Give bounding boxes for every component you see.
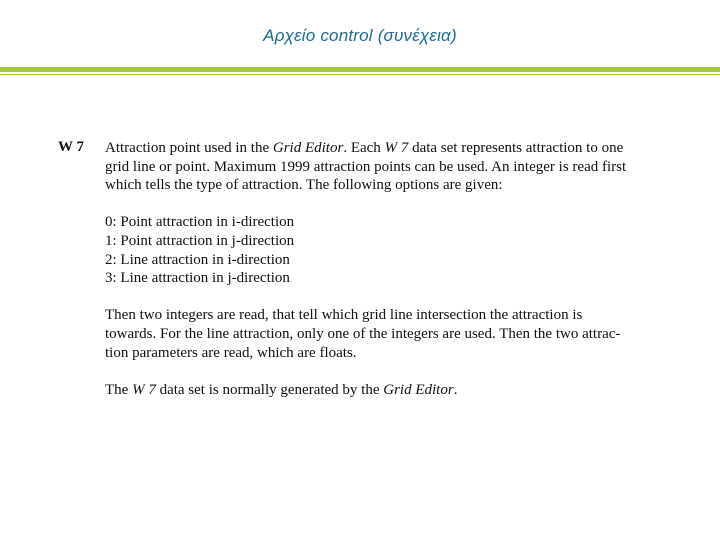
text-run: data set is normally generated by the	[155, 381, 384, 398]
entry-description	[105, 139, 665, 418]
emphasis-text: Grid Editor	[272, 140, 344, 156]
paragraph-line	[105, 139, 665, 158]
paragraph-line	[105, 381, 665, 400]
options-list	[105, 213, 665, 287]
parameters-paragraph	[105, 306, 665, 362]
description-paragraph	[105, 139, 665, 195]
option-item: 1: Point attraction in j-direction	[105, 232, 295, 249]
emphasis-text: W 7	[132, 381, 156, 398]
emphasis-text: Grid Editor	[383, 381, 454, 398]
entry-label: W 7	[58, 139, 84, 155]
option-item: 2: Line attraction in i-direction	[105, 251, 290, 268]
text-run: Attraction point used in the	[105, 140, 273, 156]
title-underline-thin	[0, 74, 720, 75]
slide-title: Αρχείο control (συνέχεια)	[263, 26, 457, 45]
option-item: 3: Line attraction in j-direction	[105, 270, 290, 287]
title-underline-thick	[0, 67, 720, 72]
option-item: 0: Point attraction in i-direction	[105, 214, 295, 231]
emphasis-text: W 7	[384, 140, 409, 156]
text-run: . Each	[343, 140, 385, 156]
paragraph-line: tion parameters are read, which are floats.	[105, 344, 357, 361]
paragraph-line: towards. For the line attraction, only one of the integers are used. Then the two attrac-	[105, 325, 621, 342]
text-run: data set represents attraction to one	[408, 140, 624, 156]
text-run: The	[105, 381, 133, 398]
paragraph-line: Then two integers are read, that tell which grid line intersection the attraction is	[105, 307, 583, 324]
note-paragraph	[105, 381, 665, 400]
text-run: .	[453, 381, 458, 398]
paragraph-line: grid line or point. Maximum 1999 attraction points can be used. An integer is read first	[105, 158, 627, 175]
paragraph-line: which tells the type of attraction. The following options are given:	[105, 177, 503, 194]
